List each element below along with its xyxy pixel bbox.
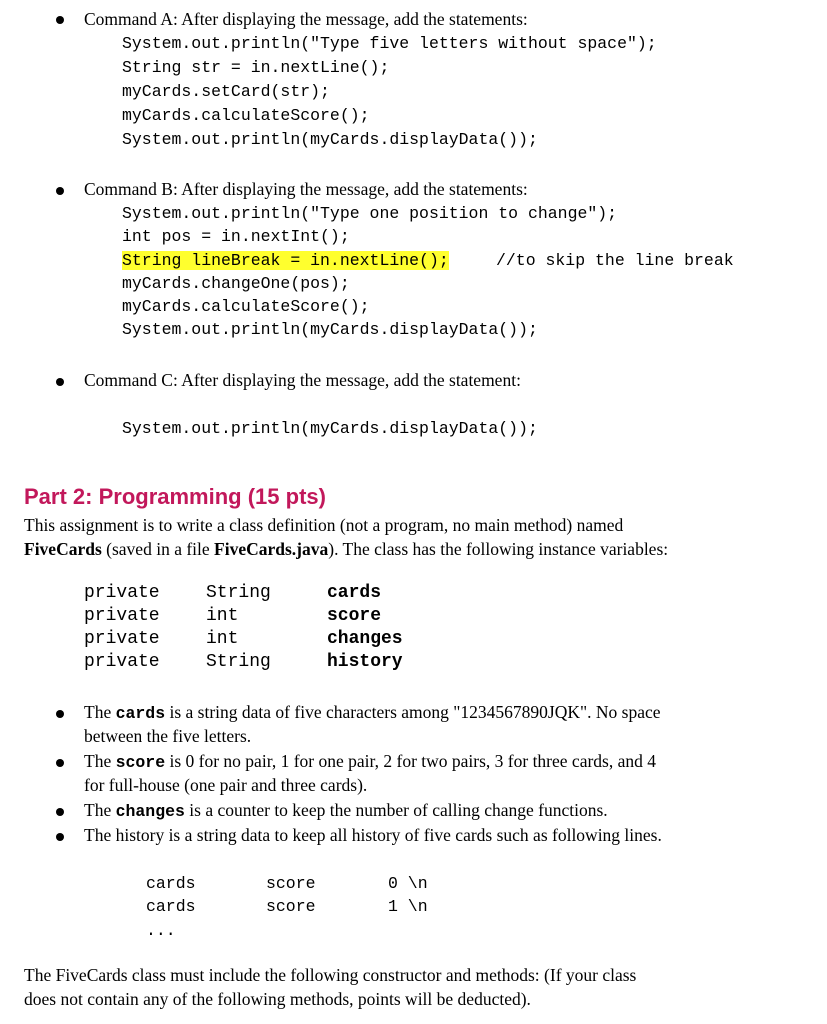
command-b-comment: //to skip the line break [496, 251, 734, 270]
bullet-cards-text [84, 702, 661, 723]
intro-text-b: ). The class has the following instance variables: [328, 539, 669, 559]
history-example-c3-row2: 1 \n [388, 897, 428, 916]
var-name: score [327, 606, 382, 626]
bullet-history-text: The history is a string data to keep all history of five cards such as following lines. [84, 825, 662, 845]
bullet-command-c [56, 378, 64, 386]
code-changes: changes [115, 802, 185, 821]
text: The [84, 702, 116, 722]
var-name: changes [327, 629, 403, 649]
file-name: FiveCards.java [214, 539, 329, 559]
bullet-cards [56, 710, 64, 718]
command-c-title: Command C: After displaying the message, add the statement: [84, 370, 521, 390]
var-type: int [206, 629, 239, 649]
var-modifier: private [84, 629, 160, 649]
command-a-title: Command A: After displaying the message, add the statements: [84, 9, 528, 29]
history-example-c1-row2: cards [146, 897, 196, 916]
var-name: history [327, 652, 403, 672]
code-cards: cards [115, 704, 166, 723]
bullet-score [56, 759, 64, 767]
closing-line2: does not contain any of the following methods, points will be deducted). [24, 989, 531, 1009]
var-modifier: private [84, 583, 160, 603]
history-example-c2-row1: score [266, 874, 316, 893]
class-name: FiveCards [24, 539, 102, 559]
history-example-c2-row2: score [266, 897, 316, 916]
command-b-code-6: System.out.println(myCards.displayData()); [122, 320, 538, 339]
command-a-code-5: System.out.println(myCards.displayData()); [122, 130, 538, 149]
text: The [84, 751, 116, 771]
part2-intro-line2 [24, 539, 668, 560]
closing-line1: The FiveCards class must include the following constructor and methods: (If your class [24, 965, 637, 985]
command-a-code-1: System.out.println("Type five letters without space"); [122, 34, 657, 53]
bullet-cards-text-line2: between the five letters. [84, 726, 252, 746]
command-b-code-2: int pos = in.nextInt(); [122, 227, 350, 246]
bullet-score-text-line2: for full-house (one pair and three cards). [84, 775, 368, 795]
command-b-code-4: myCards.changeOne(pos); [122, 274, 350, 293]
command-b-code-1: System.out.println("Type one position to change"); [122, 204, 618, 223]
history-example-ellipsis: ... [146, 921, 176, 940]
part2-heading: Part 2: Programming (15 pts) [24, 484, 326, 509]
intro-text-a: (saved in a file [101, 539, 215, 559]
var-name: cards [327, 583, 382, 603]
var-type: int [206, 606, 239, 626]
command-b-code-3-highlighted: String lineBreak = in.nextLine(); [122, 251, 449, 270]
command-a-code-2: String str = in.nextLine(); [122, 58, 390, 77]
text: is 0 for no pair, 1 for one pair, 2 for two pairs, 3 for three cards, and 4 [165, 751, 656, 771]
command-b-title: Command B: After displaying the message, add the statements: [84, 179, 528, 199]
var-type: String [206, 652, 271, 672]
command-c-code: System.out.println(myCards.displayData()); [122, 419, 538, 438]
bullet-changes [56, 808, 64, 816]
command-b-code-5: myCards.calculateScore(); [122, 297, 370, 316]
command-a-code-4: myCards.calculateScore(); [122, 106, 370, 125]
var-modifier: private [84, 606, 160, 626]
var-modifier: private [84, 652, 160, 672]
part2-intro-line1: This assignment is to write a class definition (not a program, no main method) named [24, 515, 624, 535]
code-score: score [115, 753, 166, 772]
bullet-score-text [84, 751, 656, 772]
command-a-code-3: myCards.setCard(str); [122, 82, 330, 101]
history-example-c3-row1: 0 \n [388, 874, 428, 893]
var-type: String [206, 583, 271, 603]
text: is a counter to keep the number of calling change functions. [184, 800, 608, 820]
bullet-history [56, 833, 64, 841]
text: is a string data of five characters among "1234567890JQK". No space [165, 702, 661, 722]
bullet-changes-text [84, 800, 608, 821]
bullet-command-b [56, 187, 64, 195]
text: The [84, 800, 116, 820]
history-example-c1-row1: cards [146, 874, 196, 893]
bullet-command-a [56, 16, 64, 24]
